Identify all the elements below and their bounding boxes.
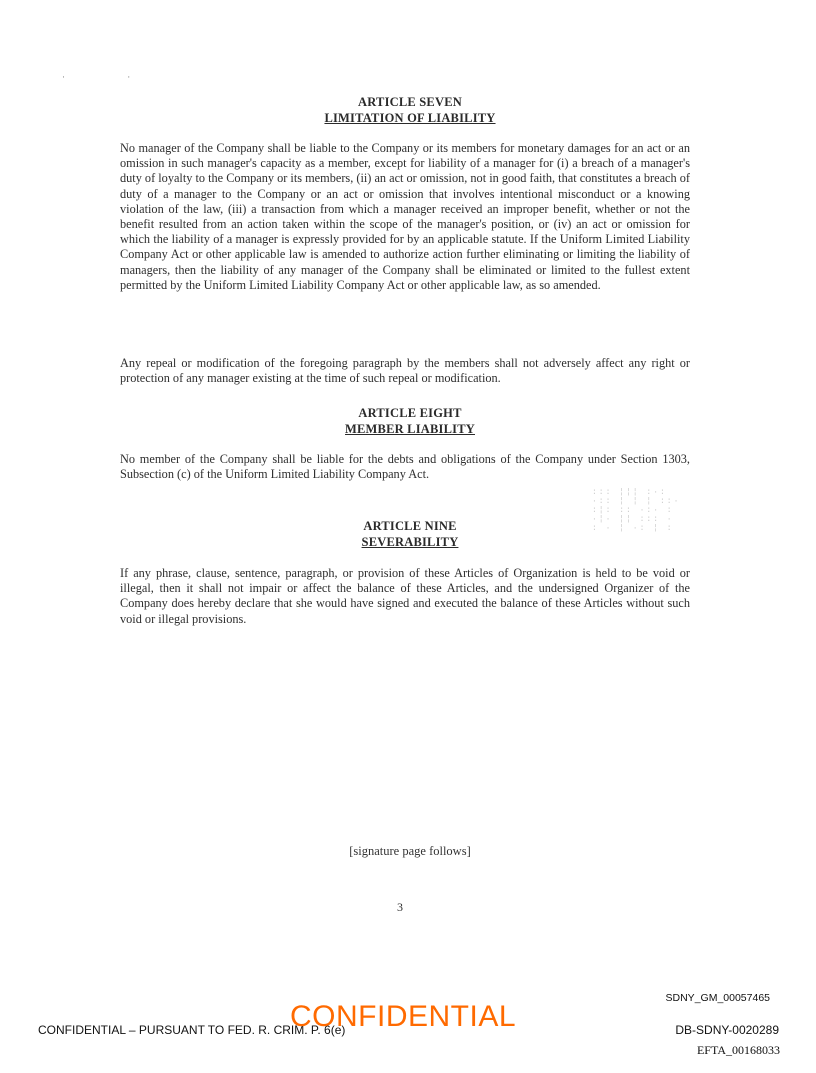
article-seven-paragraph-1: No manager of the Company shall be liable to the Company or its members for monetary damages for an act or an omission in such manager's capacity as a member, except for liability of a manager for (i) a breach of a manager's duty of loyalty to the Company or its members, (ii) an act or omission, not in good faith, that constitutes a breach of duty of a manager to the Company or an act or omission that involves intentional misconduct or a knowing violation of the law, (iii) a transaction from which a manager received an improper benefit, whether or not the benefit resulted from an action taken within the scope of the manager's position, or (iv) an act or omission for which the liability of a manager is expressly provided for by an applicable statute. If the Uniform Limited Liability Company Act or other applicable law is amended to authorize action further eliminating or limiting the liability of managers, then the liability of any manager of the Company shall be eliminated or limited to the fullest extent permitted by the Uniform Limited Liability Company Act or other applicable law, as so amended. — [120, 141, 690, 292]
signature-page-note: [signature page follows] — [349, 844, 471, 858]
article-eight-paragraph-1: No member of the Company shall be liable for the debts and obligations of the Company under Section 1303, Subsection (c) of the Uniform Limited Liability Company Act. — [120, 452, 690, 482]
article-seven-subtitle: LIMITATION OF LIABILITY — [324, 111, 496, 125]
scan-specks: · · — [62, 72, 161, 82]
article-eight-heading — [120, 405, 700, 437]
page-number: 3 — [397, 900, 403, 914]
confidential-watermark: CONFIDENTIAL — [290, 1000, 517, 1033]
article-seven-title: ARTICLE SEVEN — [358, 95, 462, 109]
bates-number-top: SDNY_GM_00057465 — [665, 992, 770, 1004]
article-eight-title: ARTICLE EIGHT — [358, 406, 462, 420]
article-seven-heading — [120, 94, 700, 126]
article-seven-paragraph-2: Any repeal or modification of the foregoing paragraph by the members shall not adversely affect any right or protection of any manager existing at the time of such repeal or modification. — [120, 356, 690, 386]
efta-number: EFTA_00168033 — [696, 1043, 780, 1057]
article-nine-title: ARTICLE NINE — [363, 519, 457, 533]
faint-stamp-mark: ::: ¦¦¦ :·: ·:: ¦ ¦ ¦ ::· :¦: :: ·:· : ·¦· ¦¦ ::: · : · ¦ ·: ¦ : — [592, 488, 681, 533]
article-nine-heading — [120, 518, 700, 550]
article-nine-paragraph-1: If any phrase, clause, sentence, paragraph, or provision of these Articles of Organization is held to be void or illegal, then it shall not impair or affect the balance of these Articles, and the undersigned Organizer of the Company does hereby declare that she would have signed and executed the balance of these Articles without such void or illegal provisions. — [120, 566, 690, 626]
confidential-footer-text: CONFIDENTIAL – PURSUANT TO FED. R. CRIM. P. 6(e) — [38, 1023, 346, 1037]
article-eight-subtitle: MEMBER LIABILITY — [345, 422, 475, 436]
article-nine-subtitle: SEVERABILITY — [361, 535, 459, 549]
bates-number-right: DB-SDNY-0020289 — [675, 1023, 779, 1037]
